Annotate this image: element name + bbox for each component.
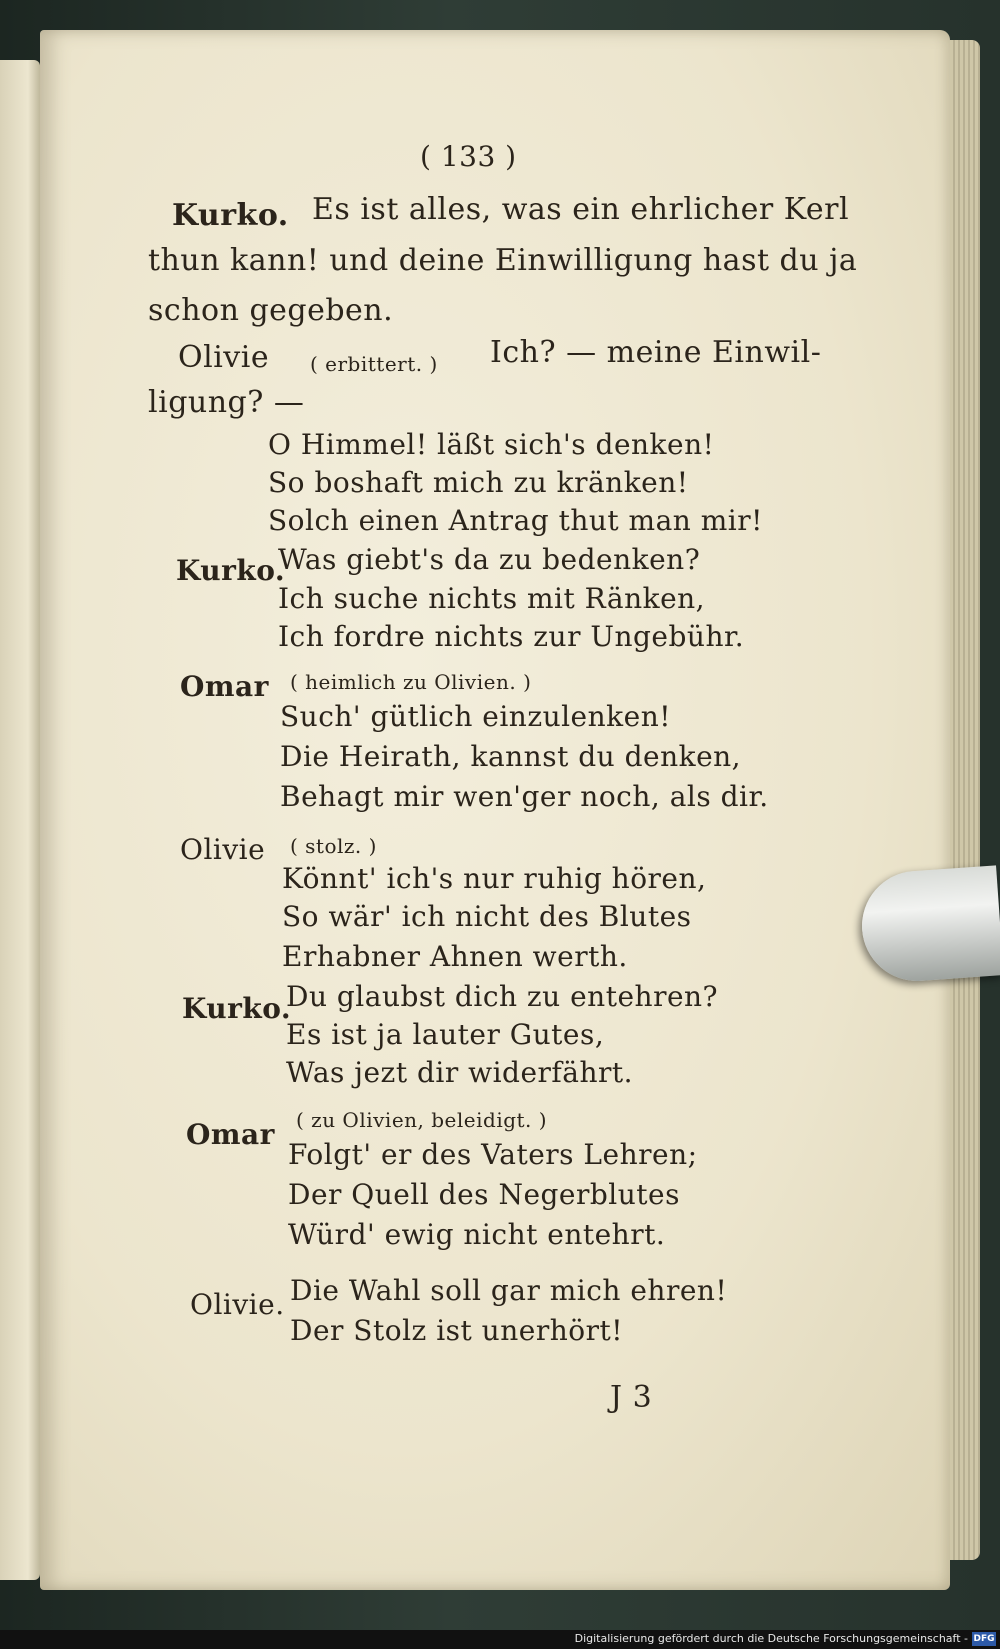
prose-line: Ich? — meine Einwil-: [490, 335, 822, 370]
left-page-edge: [0, 60, 40, 1580]
verse-line: O Himmel! läßt sich's denken!: [268, 428, 715, 461]
verse-line: Du glaubst dich zu entehren?: [286, 980, 719, 1013]
stage-direction: ( erbittert. ): [310, 352, 438, 376]
footer-credit: Digitalisierung gefördert durch die Deutsche Forschungsgemeinschaft -: [574, 1632, 968, 1645]
verse-line: Solch einen Antrag thut man mir!: [268, 504, 763, 537]
verse-line: Was giebt's da zu bedenken?: [278, 543, 701, 576]
verse-line: Die Wahl soll gar mich ehren!: [290, 1274, 728, 1307]
prose-line: schon gegeben.: [148, 293, 394, 328]
stage-direction: ( zu Olivien, beleidigt. ): [296, 1108, 548, 1132]
verse-line: Ich fordre nichts zur Ungebühr.: [278, 620, 745, 653]
dfg-logo: DFG: [973, 1634, 995, 1644]
stage-direction: ( stolz. ): [290, 834, 377, 858]
page-number: ( 133 ): [420, 140, 517, 173]
speaker-olivie: Olivie: [178, 340, 270, 375]
verse-line: Der Quell des Negerblutes: [288, 1178, 680, 1211]
prose-line: ligung? —: [148, 385, 305, 420]
speaker-olivie: Olivie.: [190, 1288, 285, 1321]
prose-line: Es ist alles, was ein ehrlicher Kerl: [312, 192, 850, 227]
speaker-omar: Omar: [180, 670, 269, 703]
verse-line: So boshaft mich zu kränken!: [268, 466, 689, 499]
verse-line: So wär' ich nicht des Blutes: [282, 900, 692, 933]
speaker-omar: Omar: [186, 1118, 275, 1151]
prose-line: thun kann! und deine Einwilligung hast du ja: [148, 243, 858, 278]
stage-direction: ( heimlich zu Olivien. ): [290, 670, 532, 694]
verse-line: Was jezt dir widerfährt.: [286, 1056, 634, 1089]
verse-line: Die Heirath, kannst du denken,: [280, 740, 742, 773]
verse-line: Es ist ja lauter Gutes,: [286, 1018, 605, 1051]
speaker-kurko: Kurko.: [176, 554, 286, 587]
catchword: J 3: [610, 1380, 653, 1415]
verse-line: Würd' ewig nicht entehrt.: [288, 1218, 666, 1251]
verse-line: Der Stolz ist unerhört!: [290, 1314, 623, 1347]
speaker-kurko: Kurko.: [172, 198, 289, 233]
verse-line: Erhabner Ahnen werth.: [282, 940, 628, 973]
verse-line: Such' gütlich einzulenken!: [280, 700, 671, 733]
verse-line: Könnt' ich's nur ruhig hören,: [282, 862, 707, 895]
verse-line: Folgt' er des Vaters Lehren;: [288, 1138, 698, 1171]
speaker-kurko: Kurko.: [182, 992, 292, 1025]
verse-line: Behagt mir wen'ger noch, als dir.: [280, 780, 769, 813]
verse-line: Ich suche nichts mit Ränken,: [278, 582, 706, 615]
speaker-olivie: Olivie: [180, 833, 266, 866]
